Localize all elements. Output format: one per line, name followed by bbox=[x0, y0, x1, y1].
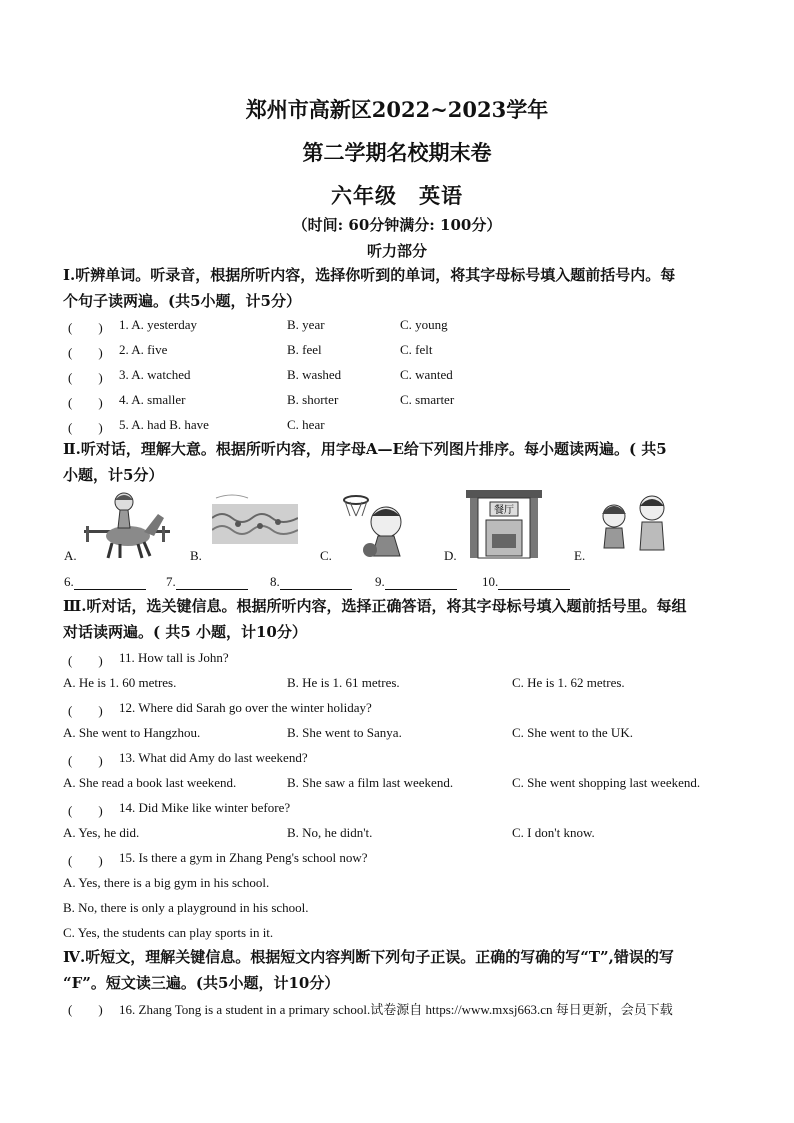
basketball-picture bbox=[342, 488, 418, 560]
option-line bbox=[0, 900, 794, 920]
question-text: 11. How tall is John? bbox=[119, 650, 229, 665]
section1-heading-line1: Ⅰ.听辨单词。听录音，根据所听内容，选择你听到的单词，将其字母标号填入题前括号内。每 bbox=[63, 266, 676, 284]
option-line bbox=[0, 925, 794, 945]
section3-heading-line2: 对话读两遍。( 共5 小题，计10分） bbox=[63, 623, 307, 641]
option-c: C. I don't know. bbox=[512, 825, 595, 840]
list-item bbox=[0, 750, 794, 770]
blank-number: 10. bbox=[482, 574, 499, 589]
blank-number: 7. bbox=[166, 574, 176, 589]
picture-label-b: B. bbox=[190, 548, 202, 563]
option-b: B. year bbox=[287, 317, 325, 332]
option-c: C. smarter bbox=[400, 392, 455, 407]
restaurant-sign: 餐厅 bbox=[494, 505, 514, 516]
part-label: 听力部分 bbox=[366, 242, 427, 260]
section4-heading-line2: “F”。短文读三遍。(共5小题，计10分） bbox=[63, 974, 340, 992]
option-a: A. Yes, he did. bbox=[63, 825, 140, 840]
option-a: A. He is 1. 60 metres. bbox=[63, 675, 177, 690]
option-b: B. She saw a film last weekend. bbox=[287, 775, 454, 790]
answer-paren[interactable]: ( ) bbox=[68, 853, 103, 868]
answer-paren[interactable]: ( ) bbox=[68, 420, 103, 435]
picture-label-d: D. bbox=[444, 548, 457, 563]
section2-heading-line2: 小题，计5分） bbox=[63, 466, 164, 484]
list-item bbox=[0, 800, 794, 820]
option-c: C. Yes, the students can play sports in it. bbox=[63, 925, 274, 940]
section3-heading bbox=[63, 593, 735, 645]
options-row bbox=[0, 675, 794, 695]
exam-title-line1: 郑州市高新区2022~2023学年 bbox=[245, 97, 549, 122]
question-text: 2. A. five bbox=[119, 342, 168, 357]
option-b: B. No, there is only a playground in his school. bbox=[63, 900, 309, 915]
list-item bbox=[0, 417, 794, 437]
horse-riding-picture bbox=[84, 488, 170, 560]
option-c: C. young bbox=[400, 317, 448, 332]
list-item bbox=[0, 650, 794, 670]
option-b: B. She went to Sanya. bbox=[287, 725, 402, 740]
restaurant-picture bbox=[466, 488, 542, 560]
list-item bbox=[0, 367, 794, 387]
question-text: 14. Did Mike like winter before? bbox=[119, 800, 291, 815]
exam-title-line2: 第二学期名校期末卷 bbox=[302, 140, 492, 165]
answer-blank[interactable] bbox=[270, 574, 352, 590]
answer-paren[interactable]: ( ) bbox=[68, 320, 103, 335]
picture-label-a: A. bbox=[64, 548, 77, 563]
option-c: C. felt bbox=[400, 342, 433, 357]
answer-paren[interactable]: ( ) bbox=[68, 395, 103, 410]
section4-heading-line1: Ⅳ.听短文，理解关键信息。根据短文内容判断下列句子正误。正确的写确的写“T”,错误的写 bbox=[63, 948, 674, 966]
question-text: 3. A. watched bbox=[119, 367, 191, 382]
answer-blank[interactable] bbox=[64, 574, 146, 590]
blank-number: 8. bbox=[270, 574, 280, 589]
blank-number: 6. bbox=[64, 574, 74, 589]
section4-heading bbox=[63, 944, 735, 996]
blank-number: 9. bbox=[375, 574, 385, 589]
question-text: 16. Zhang Tong is a student in a primary school.试卷源自 https://www.mxsj663.cn 每日更新，会员下载 bbox=[119, 1002, 673, 1017]
answer-paren[interactable]: ( ) bbox=[68, 370, 103, 385]
time-info: （时间: 60分钟满分: 100分） bbox=[292, 216, 502, 234]
river-picture bbox=[212, 488, 298, 548]
option-c: C. hear bbox=[287, 417, 325, 432]
question-text: 1. A. yesterday bbox=[119, 317, 197, 332]
option-c: C. She went to the UK. bbox=[512, 725, 633, 740]
list-item bbox=[0, 317, 794, 337]
picture-label-c: C. bbox=[320, 548, 332, 563]
answer-blank[interactable] bbox=[166, 574, 248, 590]
options-row bbox=[0, 725, 794, 745]
options-row bbox=[0, 775, 794, 795]
list-item bbox=[0, 850, 794, 870]
section2-heading-line1: Ⅱ.听对话，理解大意。根据所听内容，用字母A—E给下列图片排序。每小题读两遍。( 共5 bbox=[63, 440, 667, 458]
picture-label-e: E. bbox=[574, 548, 586, 563]
answer-blank[interactable] bbox=[482, 574, 570, 590]
two-children-picture bbox=[596, 488, 672, 558]
option-b: B. No, he didn't. bbox=[287, 825, 373, 840]
answer-paren[interactable]: ( ) bbox=[68, 653, 103, 668]
answer-paren[interactable]: ( ) bbox=[68, 1002, 103, 1017]
question-text: 12. Where did Sarah go over the winter holiday? bbox=[119, 700, 372, 715]
answer-paren[interactable]: ( ) bbox=[68, 703, 103, 718]
option-b: B. feel bbox=[287, 342, 322, 357]
options-row bbox=[0, 825, 794, 845]
answer-paren[interactable]: ( ) bbox=[68, 803, 103, 818]
option-c: C. She went shopping last weekend. bbox=[512, 775, 701, 790]
list-item bbox=[0, 700, 794, 720]
section3-heading-line1: Ⅲ.听对话，选关键信息。根据所听内容，选择正确答语，将其字母标号填入题前括号里。每组 bbox=[63, 597, 687, 615]
answer-paren[interactable]: ( ) bbox=[68, 753, 103, 768]
question-text: 4. A. smaller bbox=[119, 392, 186, 407]
option-b: B. washed bbox=[287, 367, 342, 382]
list-item bbox=[0, 999, 794, 1019]
section2-heading bbox=[63, 436, 735, 488]
list-item bbox=[0, 392, 794, 412]
section1-heading-line2: 个句子读两遍。(共5小题，计5分） bbox=[63, 292, 301, 310]
question-text: 15. Is there a gym in Zhang Peng's school now? bbox=[119, 850, 368, 865]
answer-paren[interactable]: ( ) bbox=[68, 345, 103, 360]
option-c: C. He is 1. 62 metres. bbox=[512, 675, 625, 690]
question-text: 5. A. had B. have bbox=[119, 417, 209, 432]
section1-heading bbox=[63, 262, 735, 314]
option-b: B. shorter bbox=[287, 392, 339, 407]
option-b: B. He is 1. 61 metres. bbox=[287, 675, 400, 690]
question-text: 13. What did Amy do last weekend? bbox=[119, 750, 308, 765]
list-item bbox=[0, 342, 794, 362]
answer-blank[interactable] bbox=[375, 574, 457, 590]
option-a: A. She read a book last weekend. bbox=[63, 775, 237, 790]
option-a: A. Yes, there is a big gym in his school. bbox=[63, 875, 270, 890]
exam-title-line3: 六年级 英语 bbox=[331, 183, 463, 208]
option-line bbox=[0, 875, 794, 895]
option-c: C. wanted bbox=[400, 367, 453, 382]
option-a: A. She went to Hangzhou. bbox=[63, 725, 201, 740]
